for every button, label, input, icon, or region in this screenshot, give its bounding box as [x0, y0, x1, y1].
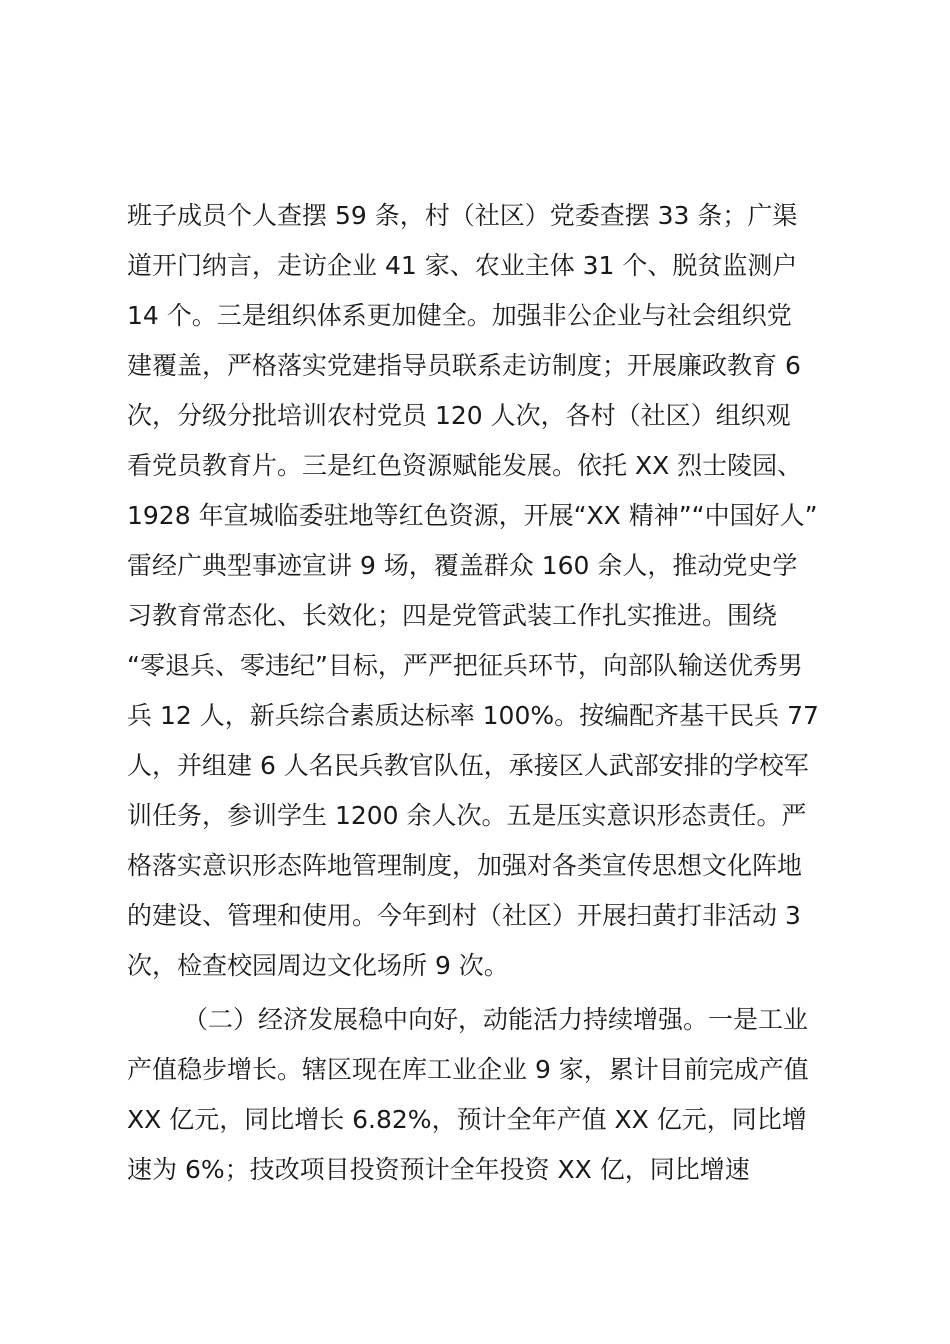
text-line: 次，分级分批培训农村党员 120 人次，各村（社区）组织观: [127, 401, 791, 430]
text-line: 兵 12 人，新兵综合素质达标率 100%。按编配齐基干民兵 77: [127, 701, 819, 730]
text-line: 建覆盖，严格落实党建指导员联系走访制度；开展廉政教育 6: [127, 351, 801, 380]
text-line: 产值稳步增长。辖区现在库工业企业 9 家，累计目前完成产值: [127, 1055, 809, 1084]
text-line: 14 个。三是组织体系更加健全。加强非公企业与社会组织党: [127, 301, 792, 330]
text-line: 看党员教育片。三是红色资源赋能发展。依托 XX 烈士陵园、: [127, 451, 803, 480]
text-line: 班子成员个人查摆 59 条，村（社区）党委查摆 33 条；广渠: [127, 201, 798, 230]
document-body: [127, 191, 827, 1195]
text-line: 训任务，参训学生 1200 余人次。五是压实意识形态责任。严: [127, 801, 807, 830]
text-line: 习教育常态化、长效化；四是党管武装工作扎实推进。围绕: [127, 601, 778, 630]
text-line: 人，并组建 6 人名民兵教官队伍，承接区人武部安排的学校军: [127, 751, 809, 780]
text-line: XX 亿元，同比增长 6.82%，预计全年产值 XX 亿元，同比增: [127, 1105, 807, 1134]
text-line: 的建设、管理和使用。今年到村（社区）开展扫黄打非活动 3: [127, 901, 801, 930]
text-line: 次，检查校园周边文化场所 9 次。: [127, 951, 509, 980]
text-line: “零退兵、零违纪”目标，严严把征兵环节，向部队输送优秀男: [127, 651, 803, 680]
text-line: 1928 年宣城临委驻地等红色资源，开展“XX 精神”“中国好人”: [127, 501, 818, 530]
text-line: 速为 6%；技改项目投资预计全年投资 XX 亿，同比增速: [127, 1155, 750, 1184]
text-line: 雷经广典型事迹宣讲 9 场，覆盖群众 160 余人，推动党史学: [127, 551, 798, 580]
text-line: （二）经济发展稳中向好，动能活力持续增强。一是工业: [183, 1005, 809, 1034]
paragraph-economic-development: [127, 995, 827, 1195]
text-line: 格落实意识形态阵地管理制度，加强对各类宣传思想文化阵地: [127, 851, 803, 880]
paragraph-party-building: [127, 191, 827, 991]
text-line: 道开门纳言，走访企业 41 家、农业主体 31 个、脱贫监测户: [127, 251, 798, 280]
